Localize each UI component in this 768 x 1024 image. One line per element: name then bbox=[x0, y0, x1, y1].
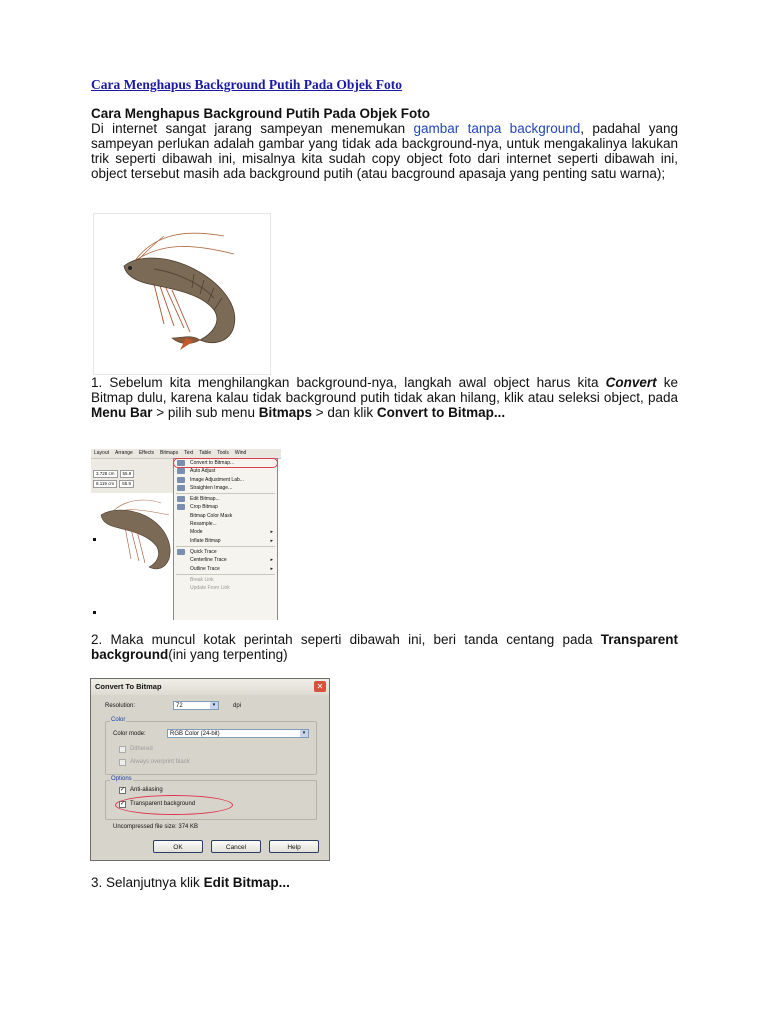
menu-layout[interactable]: Layout bbox=[94, 450, 110, 456]
bitmaps-menu-screenshot bbox=[91, 449, 281, 620]
shrimp-thumbnail bbox=[91, 493, 173, 620]
menu-item-bitmap-color-mask[interactable]: Bitmap Color Mask bbox=[190, 512, 233, 519]
color-mode-select[interactable]: RGB Color (24-bit) ▾ bbox=[167, 729, 309, 738]
resolution-unit: dpi bbox=[233, 703, 242, 709]
dialog-title: Convert To Bitmap bbox=[91, 679, 329, 695]
menu-item-straighten-image[interactable]: Straighten Image... bbox=[174, 484, 277, 492]
menu-tools[interactable]: Tools bbox=[217, 450, 229, 456]
y-size-input[interactable]: 8.119 cm bbox=[93, 480, 117, 488]
highlight-oval bbox=[115, 795, 233, 815]
menu-item-update-from-link: Update From Link bbox=[190, 585, 230, 592]
color-group-label: Color bbox=[111, 717, 126, 723]
menu-effects[interactable]: Effects bbox=[138, 450, 155, 456]
article-heading: Cara Menghapus Background Putih Pada Objek Foto bbox=[91, 106, 431, 121]
menu-item-quick-trace[interactable]: Quick Trace bbox=[174, 548, 277, 556]
step1-text-4: > dan klik bbox=[311, 405, 377, 420]
step1-text-3: > pilih sub menu bbox=[152, 405, 259, 420]
dithered-checkbox bbox=[119, 746, 126, 753]
intro-text-2: , padahal yang sampeyan perlukan adalah gambar yang tidak ada background-nya, untuk mengakalinya lakukan trik seperti dibawah ini, misalnya kita sudah copy object foto dari internet seperti dibawah ini, object tersebut masih ada background putih (atau bacground apasaja yang penting satu warna); bbox=[91, 121, 678, 181]
intro-text-1: Di internet sangat jarang sampeyan menemukan bbox=[91, 121, 414, 136]
overprint-label: Always overprint black bbox=[130, 759, 190, 765]
color-mode-label: Color mode: bbox=[113, 731, 146, 737]
step3-paragraph bbox=[91, 875, 678, 890]
menu-item-image-adjustment-lab[interactable]: Image Adjustment Lab... bbox=[174, 476, 277, 484]
transparent-background-label: Transparent background bbox=[130, 801, 196, 807]
file-size-label: Uncompressed file size: 374 KB bbox=[113, 824, 199, 830]
article-link-title[interactable]: Cara Menghapus Background Putih Pada Objek Foto bbox=[91, 77, 403, 92]
cancel-button[interactable]: Cancel bbox=[211, 840, 261, 853]
menu-item-inflate-bitmap[interactable]: Inflate Bitmap ▸ bbox=[190, 537, 273, 544]
step2-text-2: (ini yang terpenting) bbox=[168, 647, 288, 662]
bitmaps-dropdown bbox=[173, 458, 278, 620]
menu-item-centerline-trace[interactable]: Centerline Trace ▸ bbox=[190, 557, 273, 564]
step1-bold-convert-to-bitmap: Convert to Bitmap... bbox=[376, 405, 506, 420]
step2-bold-transparent: Transparent background bbox=[91, 632, 678, 662]
property-toolbar bbox=[91, 459, 175, 493]
chevron-down-icon[interactable]: ▾ bbox=[210, 702, 218, 709]
resolution-input[interactable]: 72 ▾ bbox=[173, 701, 219, 710]
step1-text-2: ke Bitmap dulu, karena kalau tidak background putih tidak akan hilang, klik atau seleksi object, pada bbox=[91, 375, 678, 405]
anti-aliasing-checkbox[interactable]: ✓ bbox=[120, 787, 126, 793]
step3-bold-edit-bitmap: Edit Bitmap... bbox=[203, 875, 290, 890]
chevron-down-icon[interactable]: ▾ bbox=[300, 730, 308, 737]
menu-text[interactable]: Text bbox=[184, 450, 194, 456]
overprint-checkbox bbox=[119, 759, 126, 766]
y-scale-input[interactable]: 55.9 bbox=[119, 480, 134, 488]
menu-item-outline-trace[interactable]: Outline Trace ▸ bbox=[190, 565, 273, 572]
dithered-label: Dithered bbox=[130, 746, 153, 752]
x-size-input[interactable]: 3.728 cm bbox=[93, 470, 118, 478]
intro-paragraph bbox=[91, 121, 678, 181]
step1-bold-menubar: Menu Bar bbox=[91, 405, 153, 420]
menu-arrange[interactable]: Arrange bbox=[115, 450, 133, 456]
step1-bold-bitmaps: Bitmaps bbox=[258, 405, 312, 420]
intro-inline-link[interactable]: gambar tanpa background bbox=[413, 121, 581, 136]
menu-item-crop-bitmap[interactable]: Crop Bitmap bbox=[174, 503, 277, 511]
convert-to-bitmap-dialog bbox=[90, 678, 330, 861]
options-group-label: Options bbox=[111, 776, 132, 782]
step1-paragraph bbox=[91, 375, 678, 420]
menu-table[interactable]: Table bbox=[199, 450, 212, 456]
menu-bitmaps[interactable]: Bitmaps bbox=[160, 450, 179, 456]
menu-item-convert-to-bitmap[interactable]: Convert to Bitmap... bbox=[174, 459, 277, 467]
menu-window[interactable]: Wind bbox=[234, 450, 247, 456]
menu-item-auto-adjust[interactable]: Auto Adjust bbox=[174, 467, 277, 475]
help-button[interactable]: Help bbox=[269, 840, 319, 853]
x-scale-input[interactable]: 55.9 bbox=[120, 470, 135, 478]
anti-aliasing-label: Anti-aliasing bbox=[130, 787, 163, 793]
menu-item-mode[interactable]: Mode ▸ bbox=[190, 529, 273, 536]
step2-text-1: 2. Maka muncul kotak perintah seperti dibawah ini, beri tanda centang pada bbox=[91, 632, 601, 647]
menu-item-edit-bitmap[interactable]: Edit Bitmap... bbox=[174, 495, 277, 503]
step1-bold-convert: Convert bbox=[605, 375, 657, 390]
close-icon[interactable]: ✕ bbox=[314, 681, 326, 692]
menu-item-break-link: Break Link bbox=[190, 576, 214, 583]
resolution-label: Resolution: bbox=[105, 703, 136, 709]
step3-text-1: 3. Selanjutnya klik bbox=[91, 875, 204, 890]
shrimp-illustration bbox=[94, 214, 270, 374]
transparent-background-checkbox[interactable]: ✓ bbox=[120, 801, 126, 807]
shrimp-photo bbox=[93, 213, 271, 375]
step2-paragraph bbox=[91, 632, 678, 662]
menu-item-resample[interactable]: Resample... bbox=[190, 521, 217, 528]
step1-text-1: 1. Sebelum kita menghilangkan background-nya, langkah awal object harus kita bbox=[91, 375, 606, 390]
ok-button[interactable]: OK bbox=[153, 840, 203, 853]
